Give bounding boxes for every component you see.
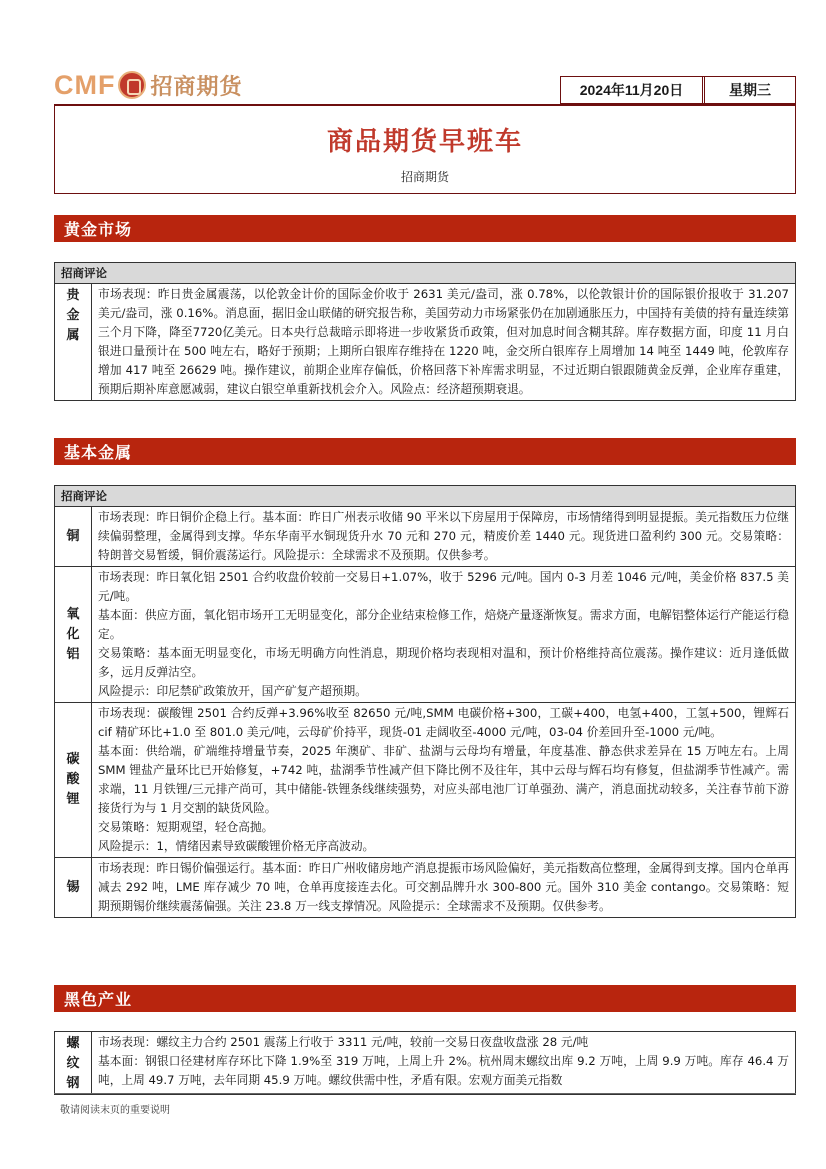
row-label-char: 属 [66, 328, 80, 343]
row-label [55, 284, 92, 400]
row-label [55, 1032, 92, 1094]
paragraph: 市场表现：昨日锡价偏强运行。基本面：昨日广州收储房地产消息提振市场风险偏好，美元指数高位整理，金属得到支撑。国内仓单再减去 292 吨，LME 库存减少 70 吨，仓单再度接连去化。可交割品牌升水 300-800 元。国外 310 美金 contango。交易策略：短期预期锡价继续震荡偏强。关注 23.8 万一线支撑情况。风险提示：全球需求不及预期。仅供参考。 [98, 861, 789, 913]
row-label-char: 酸 [66, 772, 80, 787]
row-label-char: 铝 [66, 646, 80, 662]
row-label-char: 金 [66, 308, 80, 323]
table-row-rebar [55, 1032, 795, 1094]
paragraph: 交易策略：短期观望，轻仓高抛。 [98, 820, 274, 834]
paragraph: 市场表现：昨日氧化铝 2501 合约收盘价较前一交易日+1.07%，收于 5296 元/吨。国内 0-3 月差 1046 元/吨，美金价格 837.5 美元/吨。 [98, 570, 789, 603]
row-label-char: 螺 [66, 1036, 80, 1051]
paragraph: 市场表现：螺纹主力合约 2501 震荡上行收于 3311 元/吨，较前一交易日夜盘收盘涨 28 元/吨 [98, 1035, 589, 1049]
row-text [92, 567, 795, 702]
paragraph: 市场表现：昨日铜价企稳上行。基本面：昨日广州表示收储 90 平米以下房屋用于保障房，市场情绪得到明显提振。美元指数压力位继续偏弱整理，金属得到支撑。华东华南平水铜现货升水 70 元和 270 元，精废价差 1440 元。现货进口盈利约 300 元。交易策略：特朗普交易暂缓，铜价震荡运行。风险提示：全球需求不及预期。仅供参考。 [98, 510, 789, 562]
report-weekday: 星期三 [729, 83, 771, 99]
row-label-char: 锂 [66, 792, 80, 807]
gold-commentary-table [54, 262, 796, 401]
logo-cmf-text: CMF [54, 69, 116, 100]
row-text [92, 703, 795, 857]
row-text [92, 858, 795, 917]
paragraph: 市场表现：昨日贵金属震荡，以伦敦金计价的国际金价收于 2631 美元/盎司，涨 0.78%，以伦敦银计价的国际银价报收于 31.207 美元/盎司，涨 0.16%。消息面，据旧金山联储的研究报告称，美国劳动力市场紧张仍在加剧通胀压力，中国持有美债的持有量连续第三个月下降，降至7720亿美元。日本央行总裁暗示即将进一步收紧货币政策，但对加息时间含糊其辞。库存数据方面，印度 11 月白银进口量预计在 500 吨左右，略好于预期；上期所白银库存维持在 1220 吨，金交所白银库存上周增加 14 吨至 1449 吨，伦敦库存增加 417 吨至 26629 吨。操作建议，前期企业库存偏低，价格回落下补库需求明显，不过近期白银跟随黄金反弹，企业库存重建，预期后期补库意愿减弱，建议白银空单重新找机会介入。风险点：经济超预期衰退。 [98, 287, 789, 396]
row-label [55, 567, 92, 702]
section-header-ferrous: 黑色产业 [54, 985, 796, 1012]
row-label-char: 纹 [66, 1056, 80, 1071]
paragraph: 交易策略：基本面无明显变化，市场无明确方向性消息，期现价格均表现相对温和，预计价格维持高位震荡。操作建议：近月逢低做多，远月反弹沽空。 [98, 646, 789, 679]
table-header: 招商评论 [55, 486, 795, 507]
ferrous-commentary-table [54, 1031, 796, 1095]
paragraph: 基本面：钢银口径建材库存环比下降 1.9%至 319 万吨，上周上升 2%。杭州周末螺纹出库 9.2 万吨，上周 9.9 万吨。库存 46.4 万吨，上周 49.7 万吨，去年同期 45.9 万吨。螺纹供需中性，矛盾有限。宏观方面美元指数 [98, 1054, 789, 1087]
footer-divider [54, 1093, 796, 1094]
paragraph: 风险提示：印尼禁矿政策放开，国产矿复产超预期。 [98, 684, 367, 698]
section-header-base-metals: 基本金属 [54, 438, 796, 465]
table-row-copper [55, 507, 795, 567]
table-row-lithium-carbonate [55, 703, 795, 858]
row-text [92, 284, 795, 400]
title-box [54, 104, 796, 194]
footer-note: 敬请阅读末页的重要说明 [60, 1105, 170, 1116]
paragraph: 市场表现：碳酸锂 2501 合约反弹+3.96%收至 82650 元/吨,SMM 电碳价格+300，工碳+400，电氢+400，工氢+500，锂辉石 cif 精矿环比+1.0 至 801.0 美元/吨，云母矿价持平，现货-01 走阔收至-4000 元/吨，03-04 价差回升至-1000 元/吨。 [98, 706, 789, 739]
page-subtitle: 招商期货 [400, 170, 449, 184]
company-logo [54, 68, 243, 102]
paragraph: 基本面：供给端，矿端维持增量节奏，2025 年澳矿、非矿、盐湖与云母均有增量，年度基准、静态供求差异在 15 万吨左右。上周 SMM 锂盐产量环比已开始修复，+742 吨，盐湖季节性减产但下降比例不及往年，其中云母与辉石均有修复，但盐湖季节性减产。需求端，11 月铁锂/三元排产尚可，其中储能-铁锂条线继续强势，对应头部电池厂订单强劲、满产，消息面扰动较多，关注春节前下游接货行为与 1 月交割的缺货风险。 [98, 744, 789, 815]
row-label-char: 铜 [66, 528, 80, 544]
row-text [92, 1032, 795, 1094]
section-header-gold: 黄金市场 [54, 215, 796, 242]
table-header: 招商评论 [55, 263, 795, 284]
paragraph: 基本面：供应方面，氧化铝市场开工无明显变化，部分企业结束检修工作，焙烧产量逐渐恢复。需求方面，电解铝整体运行产能运行稳定。 [98, 608, 789, 641]
row-label-char: 碳 [66, 752, 80, 767]
table-row-precious-metals [55, 284, 795, 400]
logo-emblem-icon [118, 71, 146, 99]
logo-chinese-text: 招商期货 [150, 74, 243, 100]
row-label [55, 703, 92, 857]
paragraph: 风险提示：1，情绪因素导致碳酸锂价格无序高波动。 [98, 839, 375, 853]
report-date: 2024年11月20日 [561, 77, 705, 103]
row-label-char: 钢 [66, 1076, 80, 1091]
row-label-char: 化 [66, 626, 80, 642]
row-label [55, 858, 92, 917]
row-label-char: 锡 [66, 879, 80, 895]
base-metals-commentary-table [54, 485, 796, 918]
table-row-tin [55, 858, 795, 917]
page-title: 商品期货早班车 [326, 127, 523, 157]
row-label-char: 氧 [66, 606, 80, 622]
row-label [55, 507, 92, 566]
row-label-char: 贵 [66, 288, 80, 303]
row-text [92, 507, 795, 566]
date-box [560, 76, 796, 104]
table-row-alumina [55, 567, 795, 703]
